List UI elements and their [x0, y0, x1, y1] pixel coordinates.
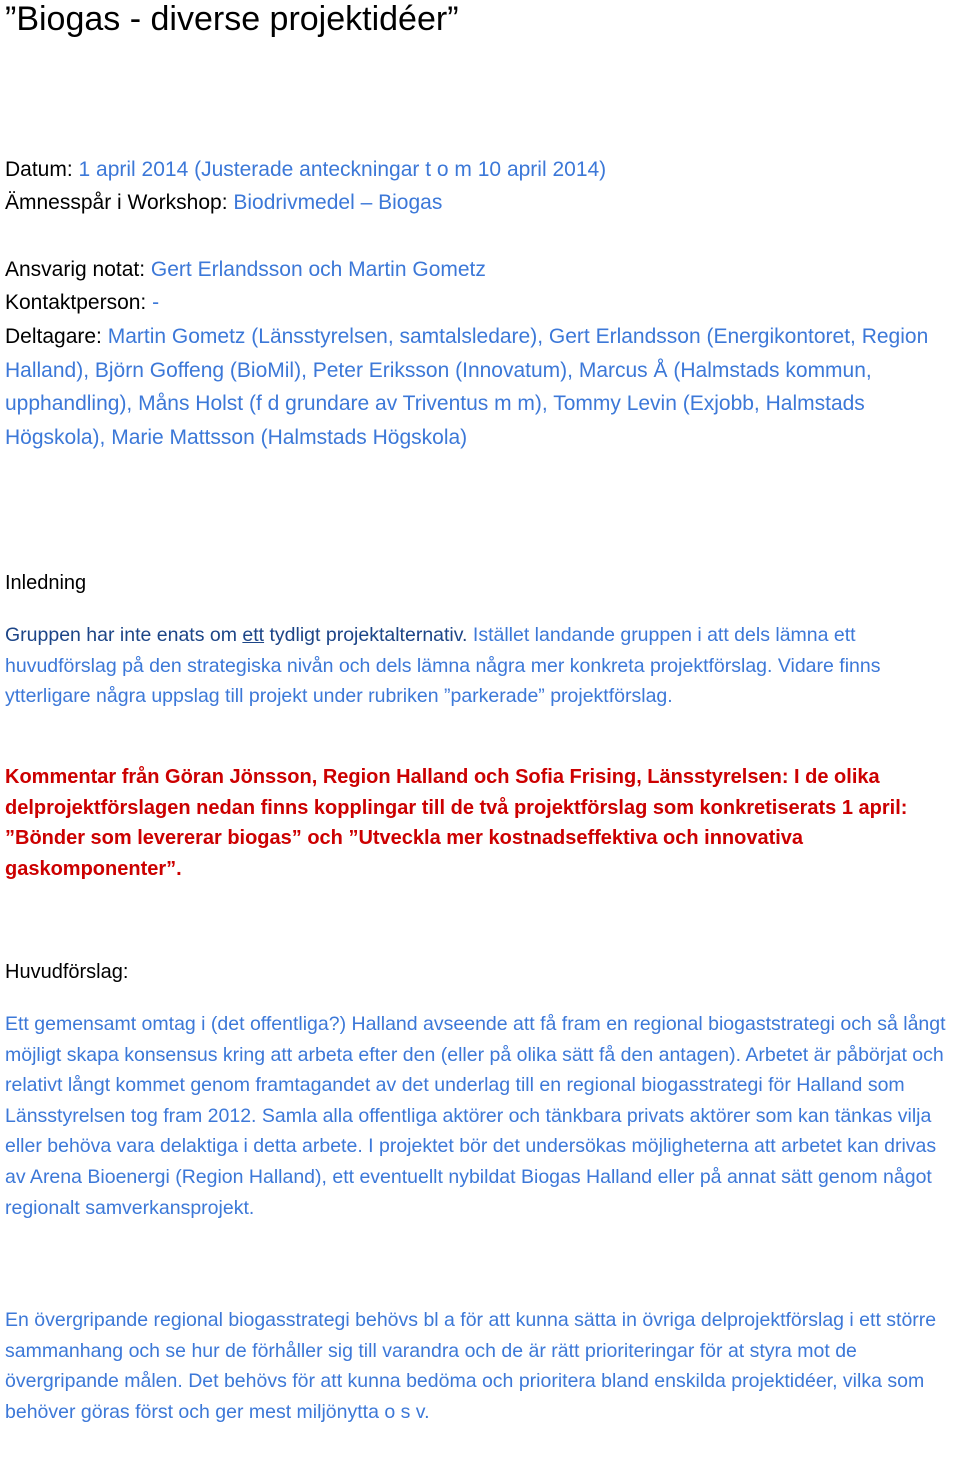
inledning-text-a: Gruppen har inte enats om	[5, 624, 243, 646]
kontakt-value: -	[152, 291, 160, 314]
red-comment: Kommentar från Göran Jönsson, Region Halland och Sofia Frising, Länsstyrelsen: I de olika delprojektförslagen nedan finns kopplingar till de två projektförslag som konkretiserats 1 april: ”Bönder som levererar biogas” och ”Utveckla mer kostnadseffektiva och innovativa gaskomponenter”.	[5, 766, 908, 880]
document-title: ”Biogas - diverse projektidéer”	[5, 0, 459, 38]
amnesspar-value: Biodrivmedel – Biogas	[233, 191, 443, 214]
datum-value: 1 april 2014 (Justerade anteckningar t o m 10 april 2014)	[78, 158, 607, 181]
huvudforslag-paragraph-2: En övergripande regional biogasstrategi behövs bl a för att kunna sätta in övriga delprojektförslag i ett större sammanhang och se hur de förhåller sig till varandra och de är rätt prioriteringar för at styra mot de övergripande målen. Det behövs för att kunna bedöma och prioritera bland enskilda projektidéer, vilka som behöver göras först och ger mest miljönytta o s v.	[5, 1309, 937, 1423]
heading-huvudforslag: Huvudförslag:	[5, 961, 129, 983]
meta-amnesspar	[5, 186, 955, 219]
inledning-text-b: tydligt projektalternativ.	[264, 624, 473, 646]
datum-label: Datum:	[5, 158, 79, 181]
deltagare-label: Deltagare:	[5, 325, 108, 348]
ansvarig-label: Ansvarig notat:	[5, 258, 151, 281]
ansvarig-value: Gert Erlandsson och Martin Gometz	[150, 258, 486, 281]
amnesspar-label: Ämnesspår i Workshop:	[5, 191, 234, 214]
meta-ansvarig	[5, 253, 955, 286]
meta-deltagare	[5, 320, 955, 454]
deltagare-value: Martin Gometz (Länsstyrelsen, samtalsledare), Gert Erlandsson (Energikontoret, Region Halland), Björn Goffeng (BioMil), Peter Eriksson (Innovatum), Marcus Å (Halmstads kommun, upphandling), Måns Holst (f d grundare av Triventus m m), Tommy Levin (Exjobb, Halmstads Högskola), Marie Mattsson (Halmstads Högskola)	[5, 325, 929, 449]
inledning-text-c: Istället landande gruppen i att dels lämna ett huvudförslag på den strategiska nivån och dels lämna några mer konkreta projektförslag. Vidare finns ytterligare några uppslag till projekt under rubriken ”parkerade” projektförslag.	[5, 624, 881, 708]
inledning-paragraph	[5, 620, 955, 712]
huvudforslag-paragraph-1: Ett gemensamt omtag i (det offentliga?) Halland avseende att få fram en regional biogaststrategi och så långt möjligt skapa konsensus kring att arbeta efter den (eller på olika sätt få den antagen). Arbetet är påbörjat och relativt långt kommet genom framtagandet av det underlag till en regional biogasstrategi för Halland som Länsstyrelsen tog fram 2012. Samla alla offentliga aktörer och tänkbara privats aktörer som kan tänkas vilja eller behöva vara delaktiga i detta arbete. I projektet bör det undersökas möjligheterna att arbetet kan drivas av Arena Bioenergi (Region Halland), ett eventuellt nybildat Biogas Halland eller på annat sätt genom något regionalt samverkansprojekt.	[5, 1013, 946, 1219]
heading-inledning: Inledning	[5, 572, 87, 594]
inledning-underlined-ett: ett	[242, 624, 265, 646]
meta-kontaktperson	[5, 286, 955, 319]
kontakt-label: Kontaktperson:	[5, 291, 153, 314]
meta-datum	[5, 153, 955, 186]
